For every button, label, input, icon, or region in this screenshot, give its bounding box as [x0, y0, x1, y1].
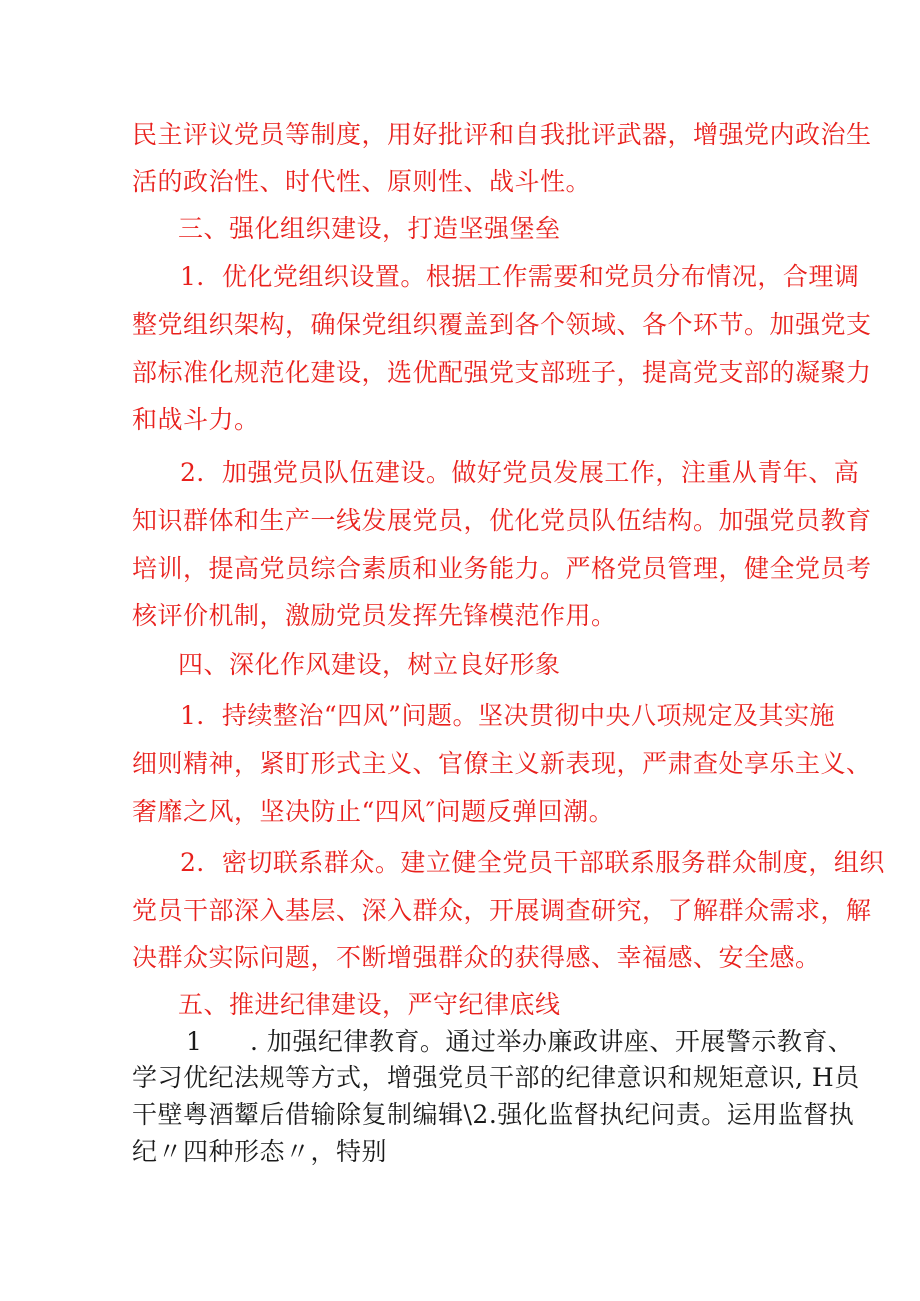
paragraph-line: 学习优纪法规等方式，增强党员干部的纪律意识和规矩意识, H员: [132, 1063, 860, 1092]
paragraph-line: 核评价机制，激励党员发挥先锋模范作用。: [132, 601, 617, 630]
paragraph-line: 知识群体和生产一线发展党员，优化党员队伍结构。加强党员教育: [132, 506, 872, 535]
paragraph-line: 奢靡之风，坚决防止“四风″问题反弹回潮。: [132, 797, 615, 826]
paragraph-line: 细则精神，紧盯形式主义、官僚主义新表现，严肃查处享乐主义、: [132, 749, 872, 778]
paragraph-line: 党员干部深入基层、深入群众，开展调查研究，了解群众需求，解: [132, 896, 872, 925]
paragraph-line: 2．密切联系群众。建立健全党员干部联系服务群众制度，组织: [180, 848, 885, 877]
paragraph-line: 纪〃四种形态〃，特别: [132, 1137, 388, 1166]
paragraph-line: 决群众实际问题，不断增强群众的获得感、幸福感、安全感。: [132, 943, 821, 972]
paragraph-line: 干壁粤酒颦后借输除复制编辑\2.强化监督执纪问责。运用监督执: [132, 1100, 855, 1129]
paragraph-line: 和战斗力。: [132, 405, 260, 434]
paragraph-line: 培训，提高党员综合素质和业务能力。严格党员管理，健全党员考: [132, 554, 872, 583]
list-number: 1: [186, 1027, 203, 1056]
paragraph-line: 活的政治性、时代性、原则性、战斗性。: [132, 167, 592, 196]
paragraph-line: 部标准化规范化建设，选优配强党支部班子，提高党支部的凝聚力: [132, 358, 872, 387]
section-heading-4: 四、深化作风建设，树立良好形象: [178, 650, 561, 679]
paragraph-line: 2．加强党员队伍建设。做好党员发展工作，注重从青年、高: [180, 458, 860, 487]
paragraph-line: 1．优化党组织设置。根据工作需要和党员分布情况，合理调: [180, 262, 860, 291]
paragraph-line: . 加强纪律教育。通过举办廉政讲座、开展警示教育、: [250, 1027, 854, 1056]
paragraph-line: 1．持续整治“四风”问题。坚决贯彻中央八项规定及其实施: [180, 701, 835, 730]
section-heading-5: 五、推进纪律建设，严守纪律底线: [178, 990, 561, 1019]
paragraph-line: 整党组织架构，确保党组织覆盖到各个领域、各个环节。加强党支: [132, 310, 872, 339]
section-heading-3: 三、强化组织建设，打造坚强堡垒: [178, 214, 561, 243]
paragraph-line: 民主评议党员等制度，用好批评和自我批评武器，增强党内政治生: [132, 120, 872, 149]
